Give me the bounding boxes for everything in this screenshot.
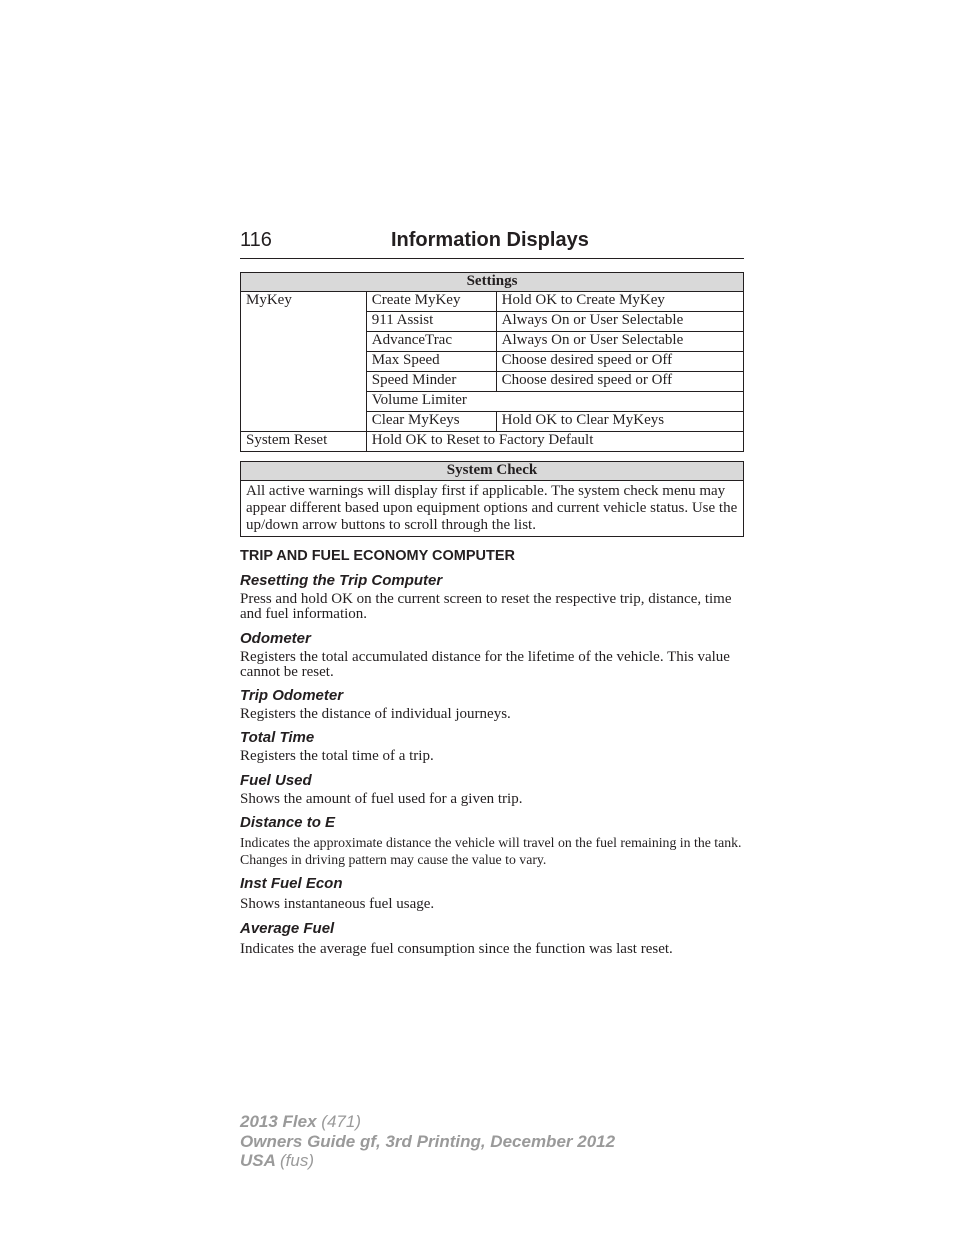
- settings-table: [240, 272, 744, 452]
- subsection-title: Distance to E: [240, 814, 336, 831]
- footer-market: USA: [240, 1151, 276, 1170]
- subsection-title: Total Time: [240, 729, 315, 746]
- footer-model: 2013 Flex: [240, 1112, 317, 1131]
- subsection-title: Inst Fuel Econ: [240, 875, 343, 892]
- value-cell: Always On or User Selectable: [496, 332, 743, 352]
- page-header: [240, 228, 744, 259]
- value-cell: Choose desired speed or Off: [496, 352, 743, 372]
- system-reset-label: System Reset: [241, 432, 367, 452]
- value-cell: Hold OK to Clear MyKeys: [496, 412, 743, 432]
- subsection-title: Fuel Used: [240, 772, 312, 789]
- chapter-title: Information Displays: [391, 229, 589, 251]
- system-check-title: System Check: [241, 462, 744, 481]
- option-cell: 911 Assist: [366, 312, 496, 332]
- section-heading: TRIP AND FUEL ECONOMY COMPUTER: [240, 548, 515, 564]
- option-cell: Clear MyKeys: [366, 412, 496, 432]
- subsection-title: Resetting the Trip Computer: [240, 572, 443, 589]
- footer-market-code: (fus): [280, 1151, 314, 1170]
- system-check-table: [240, 461, 744, 537]
- footer-line: Owners Guide gf, 3rd Printing, December 2012: [240, 1131, 616, 1151]
- option-cell: Speed Minder: [366, 372, 496, 392]
- value-cell: Choose desired speed or Off: [496, 372, 743, 392]
- subsection-text: Registers the total accumulated distance for the lifetime of the vehicle. This value cannot be reset.: [240, 649, 730, 680]
- table-row: [241, 292, 744, 312]
- footer-line: [240, 1151, 615, 1171]
- subsection-text: Registers the total time of a trip.: [240, 748, 434, 764]
- system-reset-value: Hold OK to Reset to Factory Default: [366, 432, 743, 452]
- mykey-label: MyKey: [241, 292, 367, 432]
- value-cell: Always On or User Selectable: [496, 312, 743, 332]
- table-row: [241, 481, 744, 537]
- subsection-text: Shows the amount of fuel used for a given trip.: [240, 791, 523, 807]
- subsection-text: Indicates the approximate distance the vehicle will travel on the fuel remaining in the tank. Changes in driving pattern may cause the value to vary.: [240, 835, 742, 867]
- page-footer: [240, 1112, 615, 1171]
- subsection-title: Odometer: [240, 630, 311, 647]
- page-number: 116: [240, 229, 272, 251]
- option-cell: Max Speed: [366, 352, 496, 372]
- subsection-title: Average Fuel: [240, 920, 335, 937]
- value-cell: Hold OK to Create MyKey: [496, 292, 743, 312]
- subsection-text: Indicates the average fuel consumption since the function was last reset.: [240, 941, 673, 957]
- footer-line: [240, 1112, 615, 1132]
- subsection-text: Registers the distance of individual journeys.: [240, 706, 511, 722]
- table-row: [241, 432, 744, 452]
- settings-table-title: Settings: [241, 273, 744, 292]
- option-cell: Volume Limiter: [366, 392, 743, 412]
- system-check-text: All active warnings will display first if applicable. The system check menu may appear different based upon equipment options and current vehicle status. Use the up/down arrow buttons to scroll through the list.: [241, 481, 744, 537]
- option-cell: Create MyKey: [366, 292, 496, 312]
- option-cell: AdvanceTrac: [366, 332, 496, 352]
- subsection-text: Shows instantaneous fuel usage.: [240, 896, 435, 912]
- subsection-text: Press and hold OK on the current screen to reset the respective trip, distance, time and fuel information.: [240, 591, 732, 622]
- footer-model-code: (471): [321, 1112, 361, 1131]
- subsection-title: Trip Odometer: [240, 687, 344, 704]
